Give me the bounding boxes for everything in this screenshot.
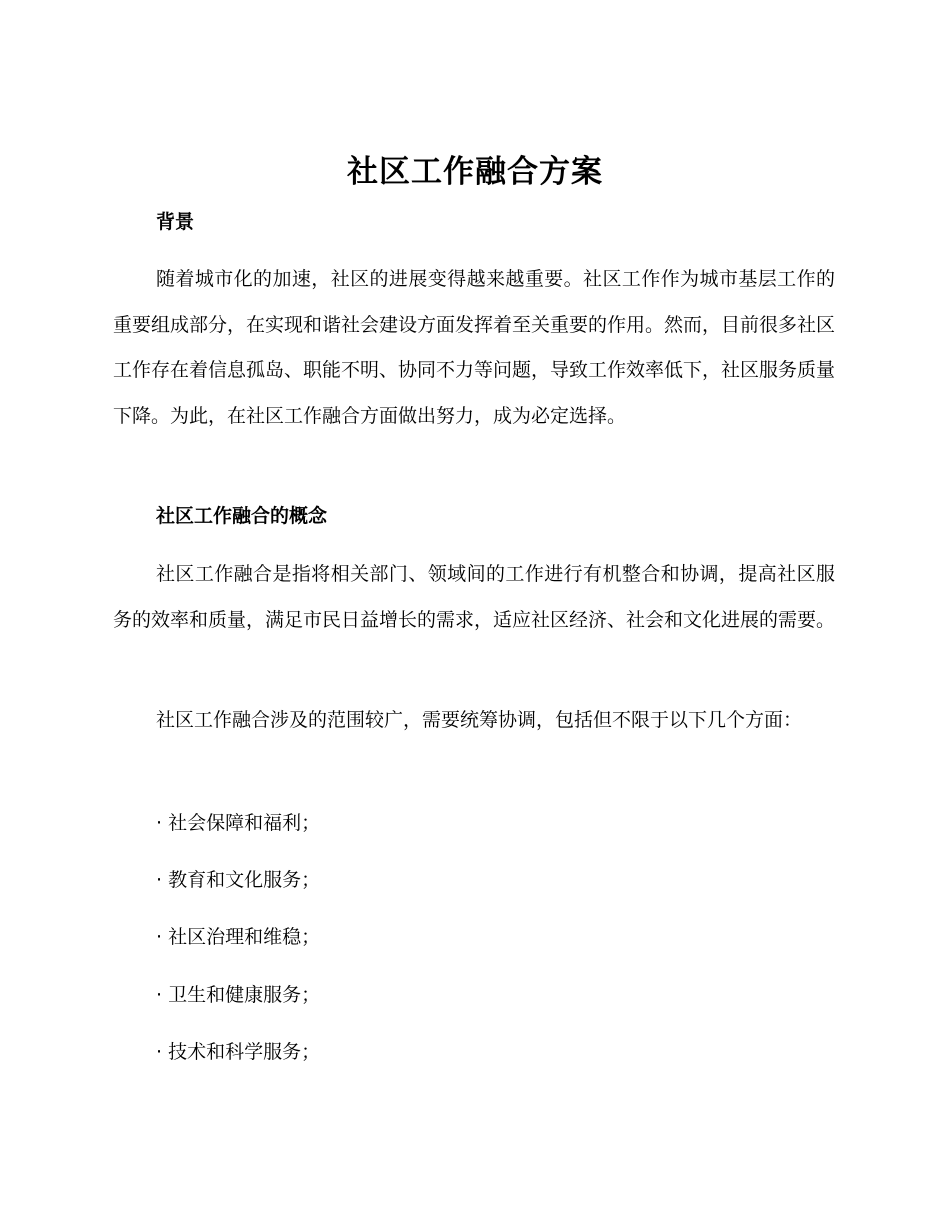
document-title: 社区工作融合方案 [347, 154, 603, 190]
list-item: · 社会保障和福利； [156, 812, 321, 834]
concept-paragraph-1: 社区工作融合是指将相关部门、领域间的工作进行有机整合和协调，提高社区服务的效率和质量，满足市民日益增长的需求，适应社区经济、社会和文化进展的需要。 [113, 563, 836, 631]
list-item: · 社区治理和维稳； [156, 926, 321, 948]
list-item: · 技术和科学服务； [156, 1041, 321, 1063]
list-item: · 卫生和健康服务； [156, 984, 321, 1006]
list-item: · 教育和文化服务； [156, 869, 321, 891]
section-heading-background: 背景 [156, 211, 195, 233]
section-heading-concept: 社区工作融合的概念 [156, 505, 328, 527]
background-paragraph: 随着城市化的加速，社区的进展变得越来越重要。社区工作作为城市基层工作的重要组成部分，在实现和谐社会建设方面发挥着至关重要的作用。然而，目前很多社区工作存在着信息孤岛、职能不明、协同不力等问题，导致工作效率低下，社区服务质量下降。为此，在社区工作融合方面做出努力，成为必定选择。 [113, 268, 836, 427]
concept-paragraph-2: 社区工作融合涉及的范围较广，需要统筹协调，包括但不限于以下几个方面： [156, 709, 803, 731]
